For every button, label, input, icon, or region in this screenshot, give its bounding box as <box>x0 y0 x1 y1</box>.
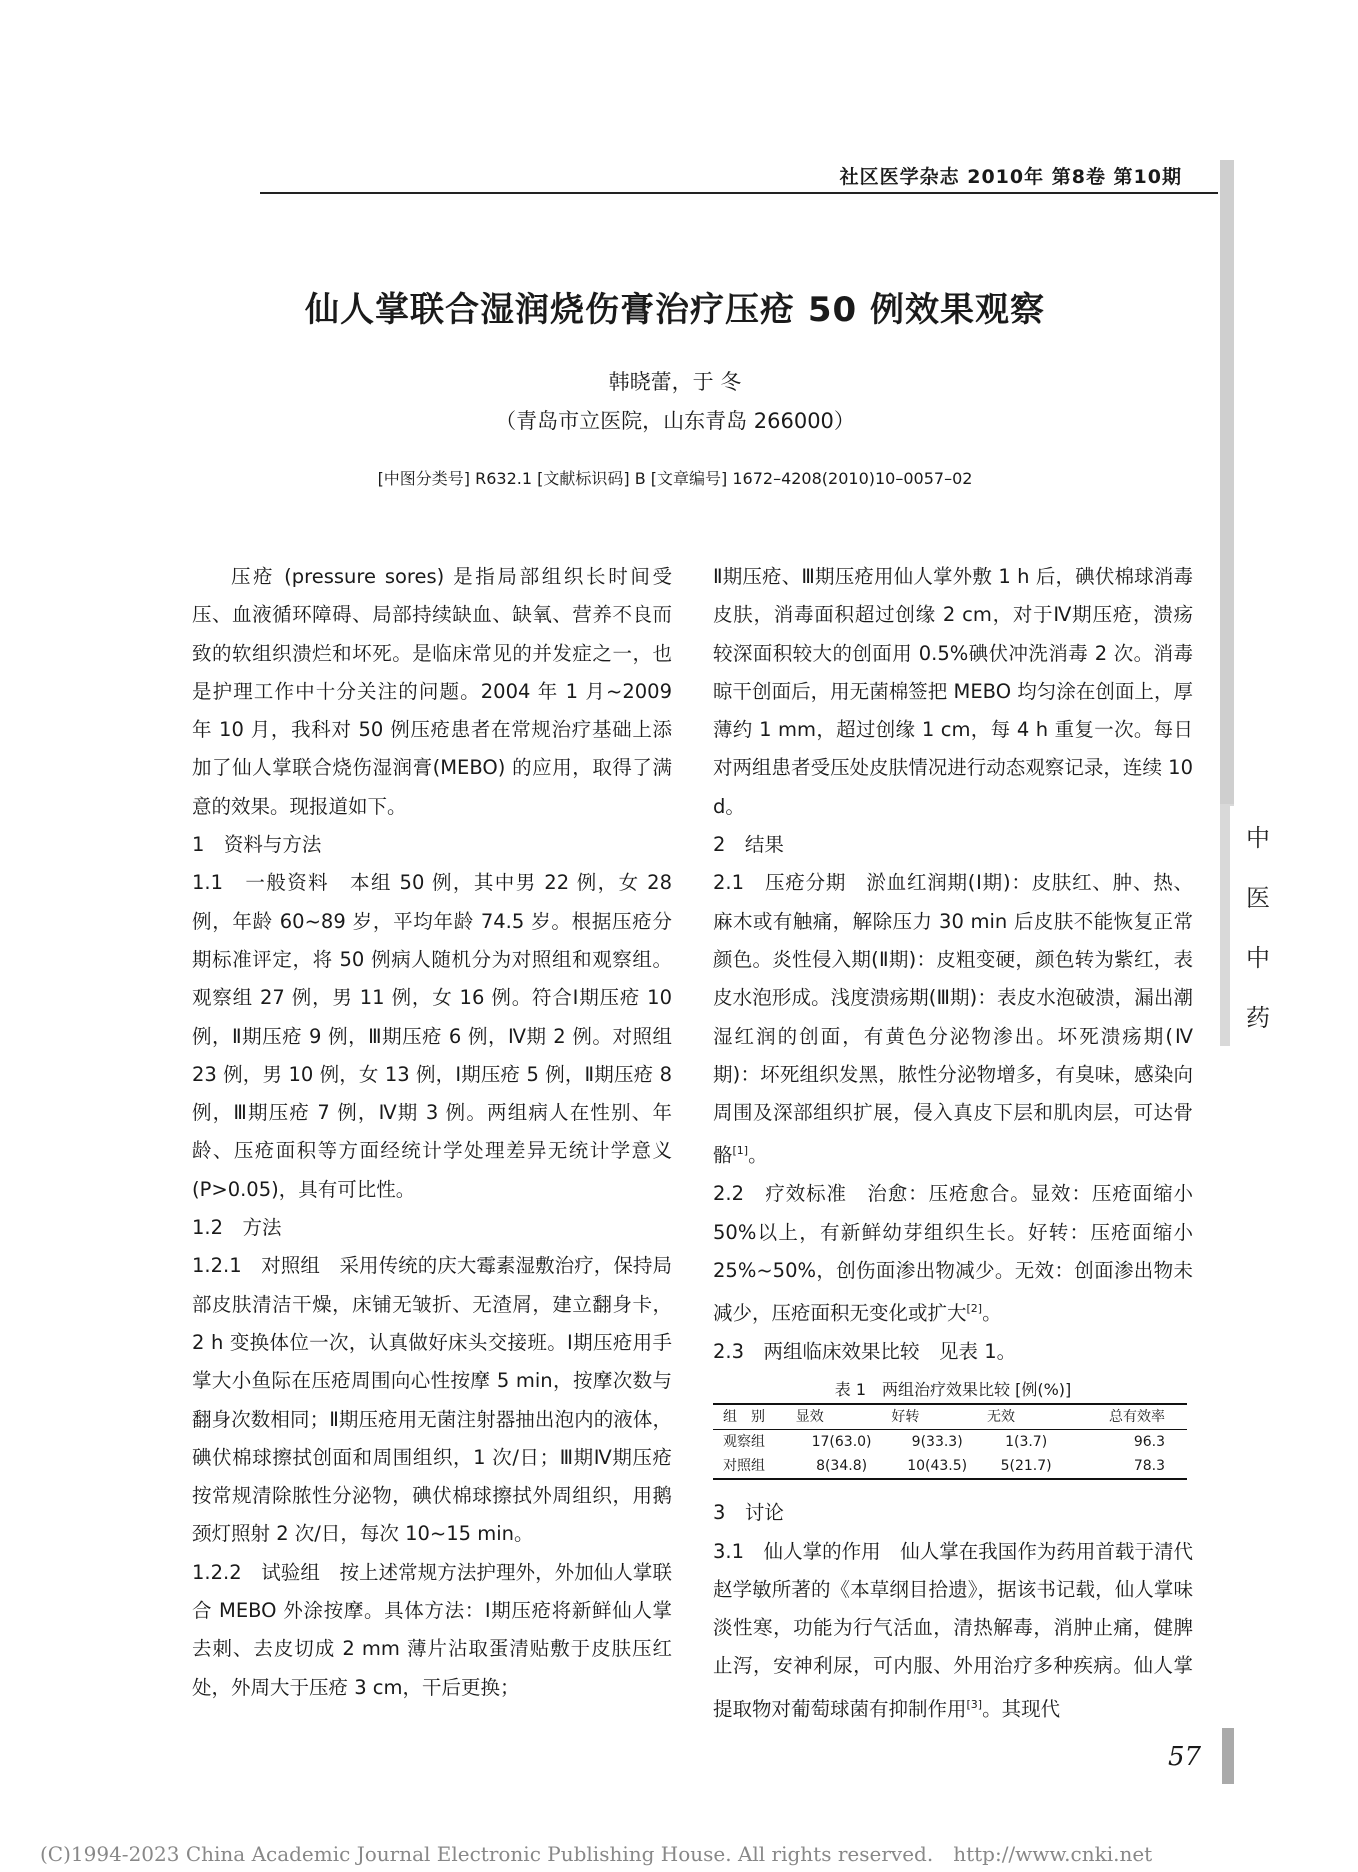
journal-header: 社区医学杂志 2010年 第8卷 第10期 <box>839 166 1182 188</box>
table-cell: 1(3.7) <box>1005 1434 1048 1451</box>
table-cell: 观察组 <box>723 1434 765 1451</box>
copyright-notice: (C)1994-2023 China Academic Journal Electronic Publishing House. All rights reserved. http://www.cnki.net <box>40 1842 1153 1866</box>
paragraph-2-3: 2.3 两组临床效果比较 见表 1。 <box>713 1339 1017 1363</box>
table-cell: 78.3 <box>1133 1458 1165 1475</box>
side-bar <box>1220 160 1234 804</box>
table-header-row <box>713 1404 1187 1430</box>
punctuation: 。 <box>982 1301 1002 1325</box>
table-row <box>713 1454 1187 1479</box>
results-table-block <box>713 1377 1193 1480</box>
article-title: 仙人掌联合湿润烧伤膏治疗压疮 50 例效果观察 <box>305 290 1045 330</box>
paragraph-2-2 <box>713 1175 1193 1333</box>
table-header-cell: 好转 <box>891 1409 920 1426</box>
side-tab-char: 药 <box>1246 1004 1270 1032</box>
table-cell: 10(43.5) <box>907 1458 968 1475</box>
left-column <box>192 558 672 1707</box>
table-header-cell: 显效 <box>795 1409 824 1426</box>
table-cell: 5(21.7) <box>1000 1458 1052 1475</box>
header-rule <box>260 192 1218 194</box>
paragraph-1-2-1: 1.2.1 对照组 采用传统的庆大霉素湿敷治疗，保持局部皮肤清洁干燥，床铺无皱折、无渣屑，建立翻身卡，2 h 变换体位一次，认真做好床头交接班。Ⅰ期压疮用手掌大小鱼际在压疮周围向心性按摩 5 min，按摩次数与翻身次数相同；Ⅱ期压疮用无菌注射器抽出泡内的液体，碘伏棉球擦拭创面和周围组织，1 次/日；Ⅲ期Ⅳ期压疮按常规清除脓性分泌物，碘伏棉球擦拭外周组织，用鹅颈灯照射 2 次/日，每次 10~15 min。 <box>192 1254 672 1546</box>
section-heading: 1 资料与方法 <box>192 833 322 857</box>
paragraph-3-1 <box>713 1533 1193 1729</box>
citation: [3] <box>966 1697 983 1711</box>
section-heading: 1.2 方法 <box>192 1216 282 1240</box>
side-tab-char: 医 <box>1246 884 1270 912</box>
paragraph-2-1-text: 2.1 压疮分期 淤血红润期(Ⅰ期)：皮肤红、肿、热、麻木或有触痛，解除压力 30 min 后皮肤不能恢复正常颜色。炎性侵入期(Ⅱ期)：皮粗变硬，颜色转为紫红，表皮水泡形成。浅度溃疡期(Ⅲ期)：表皮水泡破溃，漏出潮湿红润的创面，有黄色分泌物渗出。坏死溃疡期(Ⅳ期)：坏死组织发黑，脓性分泌物增多，有臭味，感染向周围及深部组织扩展，侵入真皮下层和肌肉层，可达骨骼 <box>713 871 1193 1167</box>
side-tab-char: 中 <box>1246 944 1270 972</box>
punctuation: 。 <box>748 1143 768 1167</box>
citation: [1] <box>732 1144 749 1158</box>
continued-paragraph: Ⅱ期压疮、Ⅲ期压疮用仙人掌外敷 1 h 后，碘伏棉球消毒皮肤，消毒面积超过创缘 2 cm，对于Ⅳ期压疮，溃疡较深面积较大的创面用 0.5%碘伏冲洗消毒 2 次。消毒晾干创面后，用无菌棉签把 MEBO 均匀涂在创面上，厚薄约 1 mm，超过创缘 1 cm，每 4 h 重复一次。每日对两组患者受压处皮肤情况进行动态观察记录，连续 10 d。 <box>713 565 1193 818</box>
side-section-tab <box>1230 806 1280 1046</box>
results-table <box>713 1403 1187 1480</box>
section-heading: 3 讨论 <box>713 1501 784 1525</box>
page-number-bar <box>1222 1728 1234 1784</box>
section-heading: 2 结果 <box>713 833 784 857</box>
paragraph-2-1 <box>713 864 1193 1175</box>
table-header-cell: 组 别 <box>723 1409 765 1426</box>
citation: [2] <box>966 1302 983 1316</box>
table-cell: 9(33.3) <box>911 1434 963 1451</box>
table-cell: 8(34.8) <box>816 1458 868 1475</box>
paragraph-1-2-2: 1.2.2 试验组 按上述常规方法护理外，外加仙人掌联合 MEBO 外涂按摩。具体方法：Ⅰ期压疮将新鲜仙人掌去刺、去皮切成 2 mm 薄片沾取蛋清贴敷于皮肤压红处，外周大于压疮 3 cm，干后更换； <box>192 1560 672 1699</box>
table-header-cell: 总有效率 <box>1109 1409 1165 1426</box>
intro-paragraph: 压疮 (pressure sores) 是指局部组织长时间受压、血液循环障碍、局部持续缺血、缺氧、营养不良而致的软组织溃烂和坏死。是临床常见的并发症之一，也是护理工作中十分关注的问题。2004 年 1 月~2009 年 10 月，我科对 50 例压疮患者在常规治疗基础上添加了仙人掌联合烧伤湿润膏(MEBO) 的应用，取得了满意的效果。现报道如下。 <box>192 565 672 818</box>
table-header-cell: 无效 <box>986 1409 1015 1426</box>
article-metadata: [中图分类号] R632.1 [文献标识码] B [文章编号] 1672–4208(2010)10–0057–02 <box>377 469 973 488</box>
side-tab-char: 中 <box>1246 824 1270 852</box>
paragraph-3-1-tail: 。其现代 <box>982 1697 1061 1721</box>
article-authors: 韩晓蕾，于 冬 <box>608 370 742 394</box>
table-cell: 对照组 <box>723 1458 765 1475</box>
table-cell: 96.3 <box>1133 1434 1165 1451</box>
table-cell: 17(63.0) <box>811 1434 872 1451</box>
table-row <box>713 1430 1187 1455</box>
paragraph-2-2-text: 2.2 疗效标准 治愈：压疮愈合。显效：压疮面缩小 50%以上，有新鲜幼芽组织生长。好转：压疮面缩小 25%~50%，创伤面渗出物减少。无效：创面渗出物未减少，压疮面积无变化或扩大 <box>713 1182 1193 1325</box>
article-affiliation: （青岛市立医院，山东青岛 266000） <box>495 409 855 433</box>
page-number: 57 <box>1168 1742 1202 1772</box>
paragraph-1-1: 1.1 一般资料 本组 50 例，其中男 22 例，女 28 例，年龄 60~89 岁，平均年龄 74.5 岁。根据压疮分期标准评定，将 50 例病人随机分为对照组和观察组。观察组 27 例，男 11 例，女 16 例。符合Ⅰ期压疮 10 例，Ⅱ期压疮 9 例，Ⅲ期压疮 6 例，Ⅳ期 2 例。对照组 23 例，男 10 例，女 13 例，Ⅰ期压疮 5 例，Ⅱ期压疮 8 例，Ⅲ期压疮 7 例，Ⅳ期 3 例。两组病人在性别、年龄、压疮面积等方面经统计学处理差异无统计学意义(P>0.05)，具有可比性。 <box>192 871 672 1201</box>
right-column <box>713 558 1193 1729</box>
paragraph-3-1-text: 3.1 仙人掌的作用 仙人掌在我国作为药用首载于清代赵学敏所著的《本草纲目拾遗》，据该书记载，仙人掌味淡性寒，功能为行气活血，清热解毒，消肿止痛，健脾止泻，安神利尿，可内服、外用治疗多种疾病。仙人掌提取物对葡萄球菌有抑制作用 <box>713 1539 1193 1721</box>
table-caption: 表 1 两组治疗效果比较 [例(%)] <box>834 1380 1072 1400</box>
